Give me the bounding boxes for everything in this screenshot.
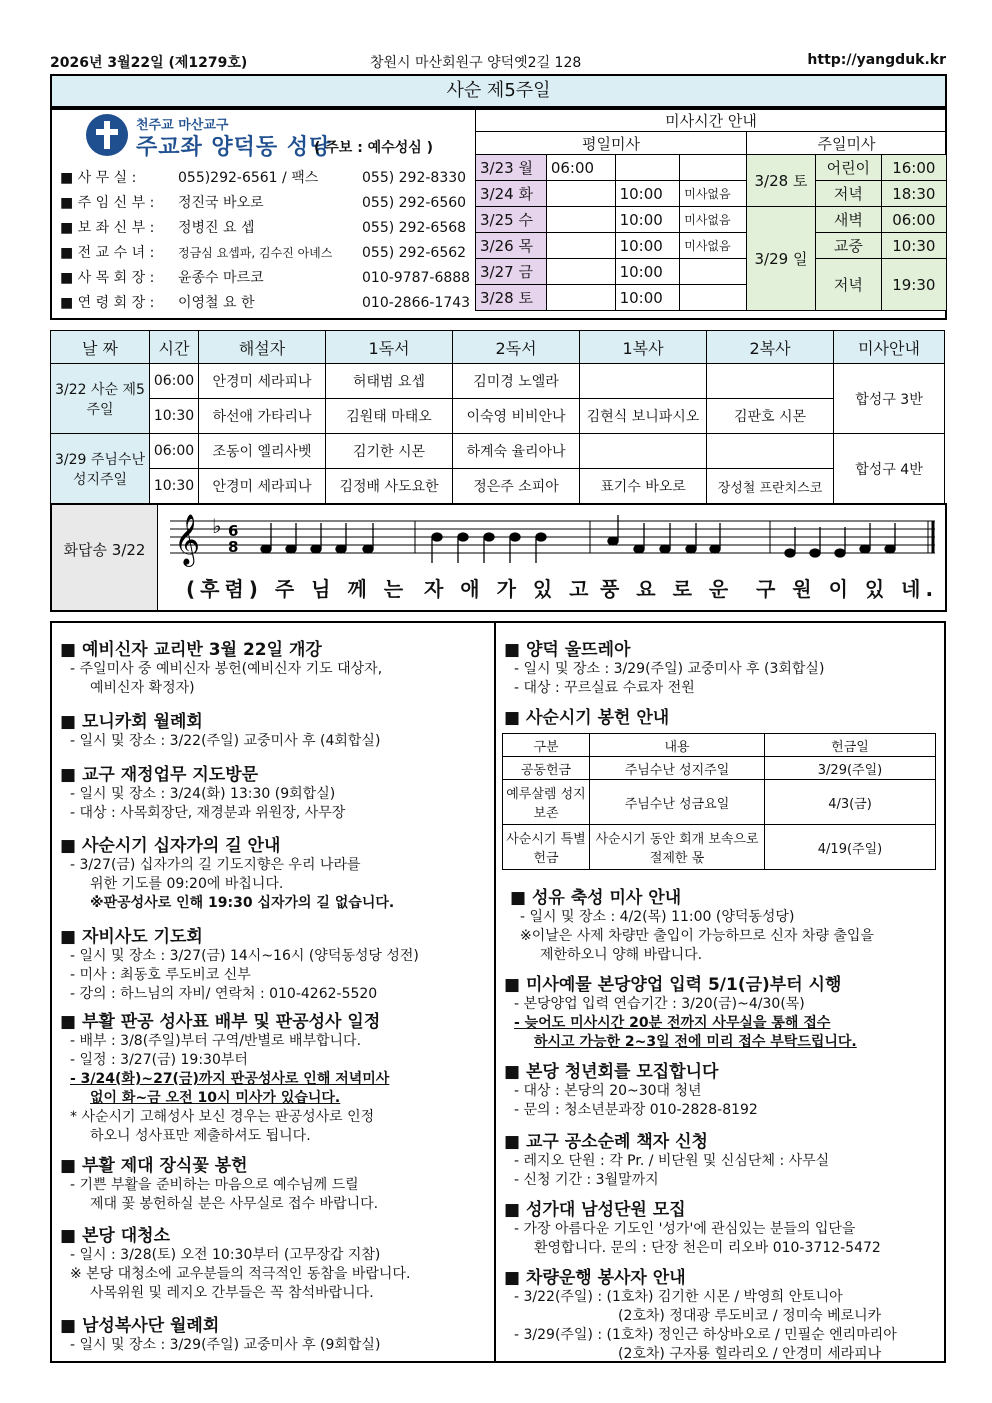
page-title: 사순 제5주일 bbox=[50, 74, 947, 108]
lyric-segment: 풍 요 로 운 bbox=[600, 577, 734, 601]
notice-column-right bbox=[496, 623, 944, 1361]
svg-text:♭: ♭ bbox=[212, 514, 222, 538]
bulletin-header bbox=[50, 50, 946, 72]
contact-row: ■ 연 령 회 장 : 이영철 요 한 010-2866-1743 bbox=[60, 295, 471, 311]
notice-item: ■ 양덕 울뜨레아 - 일시 및 장소 : 3/29(주일) 교중미사 후 (3회합실) - 대상 : 꾸르실료 수료자 전원 bbox=[504, 641, 824, 698]
notice-item: ■ 자비사도 기도회 - 일시 및 장소 : 3/27(금) 14시~16시 (양덕동성당 성전) - 미사 : 최동호 루도비코 신부 - 강의 : 하느님의 자비/ 연락처 : 010-4262-5520 bbox=[60, 928, 419, 1004]
notice-item: ■ 성가대 남성단원 모집 - 가장 아름다운 기도인 '성가'에 관심있는 분들의 입단을 환영합니다. 문의 : 단장 천은미 리오바 010-3712-5472 bbox=[504, 1201, 881, 1258]
contact-row: ■ 주 임 신 부 : 정진국 바오로 055) 292-6560 bbox=[60, 195, 467, 211]
schedule-date: 3/29 주님수난 성지주일 bbox=[51, 434, 150, 504]
contact-row: ■ 사 목 회 장 : 윤종수 마르코 010-9787-6888 bbox=[60, 270, 471, 286]
issue-date: 2026년 3월22일 (제1279호) bbox=[50, 55, 248, 71]
church-name: 주교좌 양덕동 성당 bbox=[136, 135, 332, 160]
responsorial-psalm bbox=[50, 503, 947, 612]
notice-item: ■ 사순시기 십자가의 길 안내 - 3/27(금) 십자가의 길 기도지향은 우리 나라를 위한 기도를 09:20에 바칩니다. ※판공성사로 인해 19:30 십자가의 길 없습니다. bbox=[60, 837, 394, 913]
mass-title: 미사시간 안내 bbox=[476, 109, 947, 132]
notice-item: ■ 차량운행 봉사자 안내 - 3/22(주일) : (1호차) 김기한 시몬 / 박영희 안토니아 (2호차) 정대광 루도비코 / 정미숙 베로니카 - 3/29(주일) : (1호차) 정인근 하상바오로 / 민필순 엔리마리아 (2호차) 구자룡 힐라리오 / 안경미 세라피나 bbox=[504, 1269, 897, 1364]
church-address: 창원시 마산회원구 양덕옛2길 128 bbox=[370, 55, 582, 71]
schedule-date: 3/22 사순 제5주일 bbox=[51, 364, 150, 434]
svg-text:6: 6 bbox=[228, 522, 239, 540]
music-staff bbox=[170, 509, 940, 571]
notice-item: ■ 본당 청년회를 모집합니다 - 대상 : 본당의 20~30대 청년 - 문의 : 청소년분과장 010-2828-8192 bbox=[504, 1063, 758, 1120]
psalm-label: 화답송 3/22 bbox=[52, 505, 158, 610]
weekday-title: 평일미사 bbox=[476, 132, 747, 155]
svg-text:𝄞: 𝄞 bbox=[174, 514, 201, 565]
lent-offering-table: 구분 내용 헌금일 공동헌금 주님수난 성지주일 3/29(주일) 예루살렘 성지보존 주님수난 성금요일 4/3(금) 사순시기 특별헌금 사순시기 동안 회개 보속으로 절제한 몫 4/19(주일) bbox=[502, 733, 936, 870]
church-url[interactable]: http://yangduk.kr bbox=[807, 52, 946, 68]
sunday-label: 3/29 일 bbox=[747, 207, 816, 311]
diocese-name: 천주교 마산교구 bbox=[136, 118, 229, 133]
notice-item: ■ 모니카회 월례회 - 일시 및 장소 : 3/22(주일) 교중미사 후 (4회합실) bbox=[60, 713, 380, 751]
contact-row: ■ 사 무 실 : 055)292-6561 / 팩스 055) 292-8330 bbox=[60, 170, 467, 186]
contact-list bbox=[60, 166, 475, 316]
notice-item: ■ 예비신자 교리반 3월 22일 개강 - 주일미사 중 예비신자 봉헌(예비신자 기도 대상자, 예비신자 확정자) bbox=[60, 641, 382, 698]
church-logo bbox=[86, 114, 506, 162]
notice-board bbox=[50, 621, 946, 1363]
patron-label: ( 주보 : 예수성심 ) bbox=[314, 140, 434, 156]
contact-row: ■ 전 교 수 녀 : 정금심 요셉파, 김수진 아녜스 055) 292-6562 bbox=[60, 245, 467, 261]
mass-time-table: 미사시간 안내 평일미사 주일미사 3/23 월 06:00 3/28 토 어린이 16:00 3/24 화 10:00 미사없음 저녁 18:30 3/25 수 10:00 미사없음 3/29 일 새벽 06:00 3/26 목 10:00 미사없음 교중 10:30 3/27 금 10:00 저녁 19:30 3/28 토 10:00 bbox=[475, 108, 947, 311]
saturday-label: 3/28 토 bbox=[747, 155, 816, 207]
cross-icon bbox=[86, 114, 128, 156]
church-info-box bbox=[50, 108, 947, 320]
lyric-segment: 자 애 가 있 고 bbox=[424, 577, 594, 601]
notice-column-left bbox=[52, 623, 496, 1361]
notice-item: ■ 부활 제대 장식꽃 봉헌 - 기쁜 부활을 준비하는 마음으로 예수님께 드릴 제대 꽃 봉헌하실 분은 사무실로 접수 바랍니다. bbox=[60, 1157, 378, 1214]
notice-item: ■ 교구 공소순례 책자 신청 - 레지오 단원 : 각 Pr. / 비단원 및 신심단체 : 사무실 - 신청 기간 : 3월말까지 bbox=[504, 1133, 829, 1190]
liturgy-schedule-table: 날 짜 시간 해설자 1독서 2독서 1복사 2복사 미사안내 3/22 사순 제5주일 06:00 안경미 세라피나 허태범 요셉 김미경 노엘라 합성구 3반 10:30 하선애 가타리나 김원태 마태오 이숙영 비비안나 김현식 보니파시오 김판호 시몬 3/29 주님수난 성지주일 06:00 조동이 엘리사벳 김기한 시몬 하계숙 율리아나 합성구 4반 10:30 안경미 세라피나 김정배 사도요한 정은주 소피아 표기수 바오로 장성철 프란치스코 bbox=[50, 330, 945, 504]
notice-item: ■ 남성복사단 월례회 - 일시 및 장소 : 3/29(주일) 교중미사 후 (9회합실) bbox=[60, 1317, 380, 1355]
notice-item: ■ 사순시기 봉헌 안내 bbox=[504, 709, 669, 728]
notice-item: ■ 본당 대청소 - 일시 : 3/28(토) 오전 10:30부터 (고무장갑 지참) ※ 본당 대청소에 교우분들의 적극적인 동참을 바랍니다. 사목위원 및 레지오 간부들은 꼭 참석바랍니다. bbox=[60, 1227, 410, 1303]
notice-item: ■ 미사예물 본당양업 입력 5/1(금)부터 시행 - 본당양업 입력 연습기간 : 3/20(금)~4/30(목) - 늦어도 미사시간 20분 전까지 사무실을 통해 접수 하시고 가능한 2~3일 전에 미리 접수 부탁드립니다. bbox=[504, 976, 857, 1052]
lyric-segment: 구 원 이 있 네. bbox=[756, 577, 939, 601]
contact-row: ■ 보 좌 신 부 : 정병진 요 셉 055) 292-6568 bbox=[60, 220, 467, 236]
notice-item: ■ 성유 축성 미사 안내 - 일시 및 장소 : 4/2(목) 11:00 (양덕동성당) ※이날은 사제 차량만 출입이 가능하므로 신자 차량 출입을 제한하오니 양해 바랍니다. bbox=[510, 889, 874, 965]
svg-text:8: 8 bbox=[228, 538, 239, 556]
notice-item: ■ 교구 재정업무 지도방문 - 일시 및 장소 : 3/24(화) 13:30 (9회합실) - 대상 : 사목회장단, 재경분과 위원장, 사무장 bbox=[60, 766, 345, 823]
sunday-title: 주일미사 bbox=[747, 132, 947, 155]
lyric-segment: (후렴) 주 님 께 는 bbox=[186, 577, 409, 601]
notice-item: ■ 부활 판공 성사표 배부 및 판공성사 일정 - 배부 : 3/8(주일)부터 구역/반별로 배부합니다. - 일정 : 3/27(금) 19:30부터 - 3/24(화)~27(금)까지 판공성사로 인해 저녁미사 없이 화~금 오전 10시 미사가 있습니다. * 사순시기 고해성사 보신 경우는 판공성사로 인정 하오니 성사표만 제출하셔도 됩니다. bbox=[60, 1013, 389, 1146]
